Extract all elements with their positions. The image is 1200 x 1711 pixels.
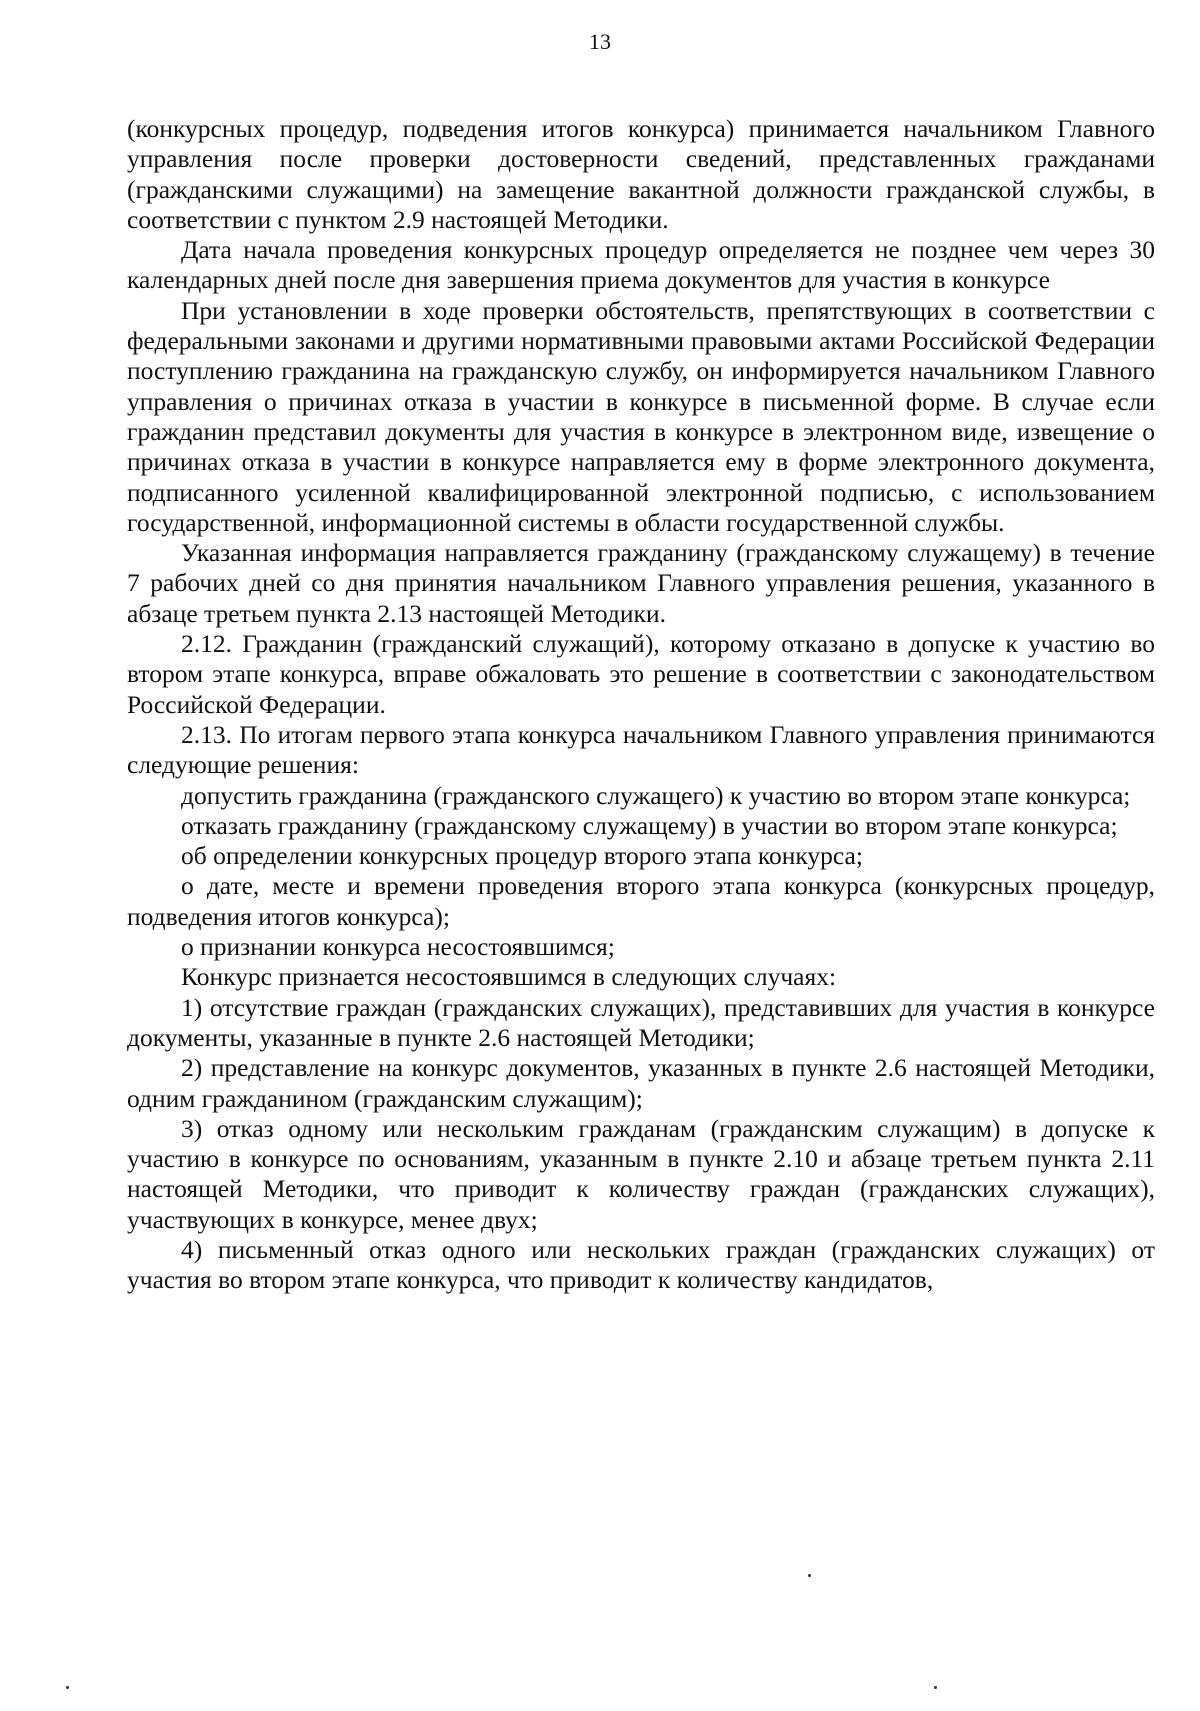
paragraph: 4) письменный отказ одного или нескольких граждан (гражданских служащих) от участия во втором этапе конкурса, что приводит к количеству кандидатов, — [127, 1234, 1155, 1295]
scan-speck — [934, 1686, 937, 1689]
paragraph: 2.13. По итогам первого этапа конкурса начальником Главного управления принимаются следующие решения: — [127, 719, 1155, 780]
paragraph: 1) отсутствие граждан (гражданских служащих), представивших для участия в конкурсе документы, указанные в пункте 2.6 настоящей Методики; — [127, 992, 1155, 1052]
paragraph: допустить гражданина (гражданского служащего) к участию во втором этапе конкурса; — [181, 780, 1131, 810]
scan-speck — [808, 1574, 811, 1577]
page-number: 13 — [589, 29, 611, 54]
scan-speck — [66, 1686, 69, 1689]
paragraph: о признании конкурса несостоявшимся; — [181, 932, 615, 962]
paragraph: Дата начала проведения конкурсных процедур определяется не позднее чем через 30 календарных дней после дня завершения приема документов для участия в конкурсе — [127, 235, 1155, 295]
paragraph: об определении конкурсных процедур второго этапа конкурса; — [181, 841, 863, 871]
paragraph: Конкурс признается несостоявшимся в следующих случаях: — [181, 962, 837, 992]
paragraph: 2) представление на конкурс документов, указанных в пункте 2.6 настоящей Методики, одним гражданином (гражданским служащим); — [127, 1053, 1155, 1113]
paragraph: 3) отказ одному или нескольким гражданам (гражданским служащим) в допуске к участию в конкурсе по основаниям, указанным в пункте 2.10 и абзаце третьем пункта 2.11 настоящей Методики, что приводит к количеству граждан (гражданских служащих), участвующих в конкурсе, менее двух; — [127, 1113, 1155, 1234]
paragraph: отказать гражданину (гражданскому служащему) в участии во втором этапе конкурса; — [181, 810, 1118, 840]
paragraph: 2.12. Гражданин (гражданский служащий), которому отказано в допуске к участию во втором этапе конкурса, вправе обжаловать это решение в соответствии с законодательством Российской Федерации. — [127, 629, 1155, 719]
paragraph: о дате, месте и времени проведения второго этапа конкурса (конкурсных процедур, подведения итогов конкурса); — [127, 871, 1155, 931]
paragraph: (конкурсных процедур, подведения итогов конкурса) принимается начальником Главного управления после проверки достоверности сведений, представленных гражданами (гражданскими служащими) на замещение вакантной должности гражданской службы, в соответствии с пунктом 2.9 настоящей Методики. — [127, 114, 1155, 234]
document-body — [127, 114, 1155, 1296]
paragraph: При установлении в ходе проверки обстоятельств, препятствующих в соответствии с федеральными законами и другими нормативными правовыми актами Российской Федерации поступлению гражданина на гражданскую службу, он информируется начальником Главного управления о причинах отказа в участии в конкурсе в письменной форме. В случае если гражданин представил документы для участия в конкурсе в электронном виде, извещение о причинах отказа в участии в конкурсе направляется ему в форме электронного документа, подписанного усиленной квалифицированной электронной подписью, с использованием государственной, информационной системы в области государственной службы. — [127, 295, 1155, 537]
paragraph: Указанная информация направляется гражданину (гражданскому служащему) в течение 7 рабочих дней со дня принятия начальником Главного управления решения, указанного в абзаце третьем пункта 2.13 настоящей Методики. — [127, 538, 1155, 628]
